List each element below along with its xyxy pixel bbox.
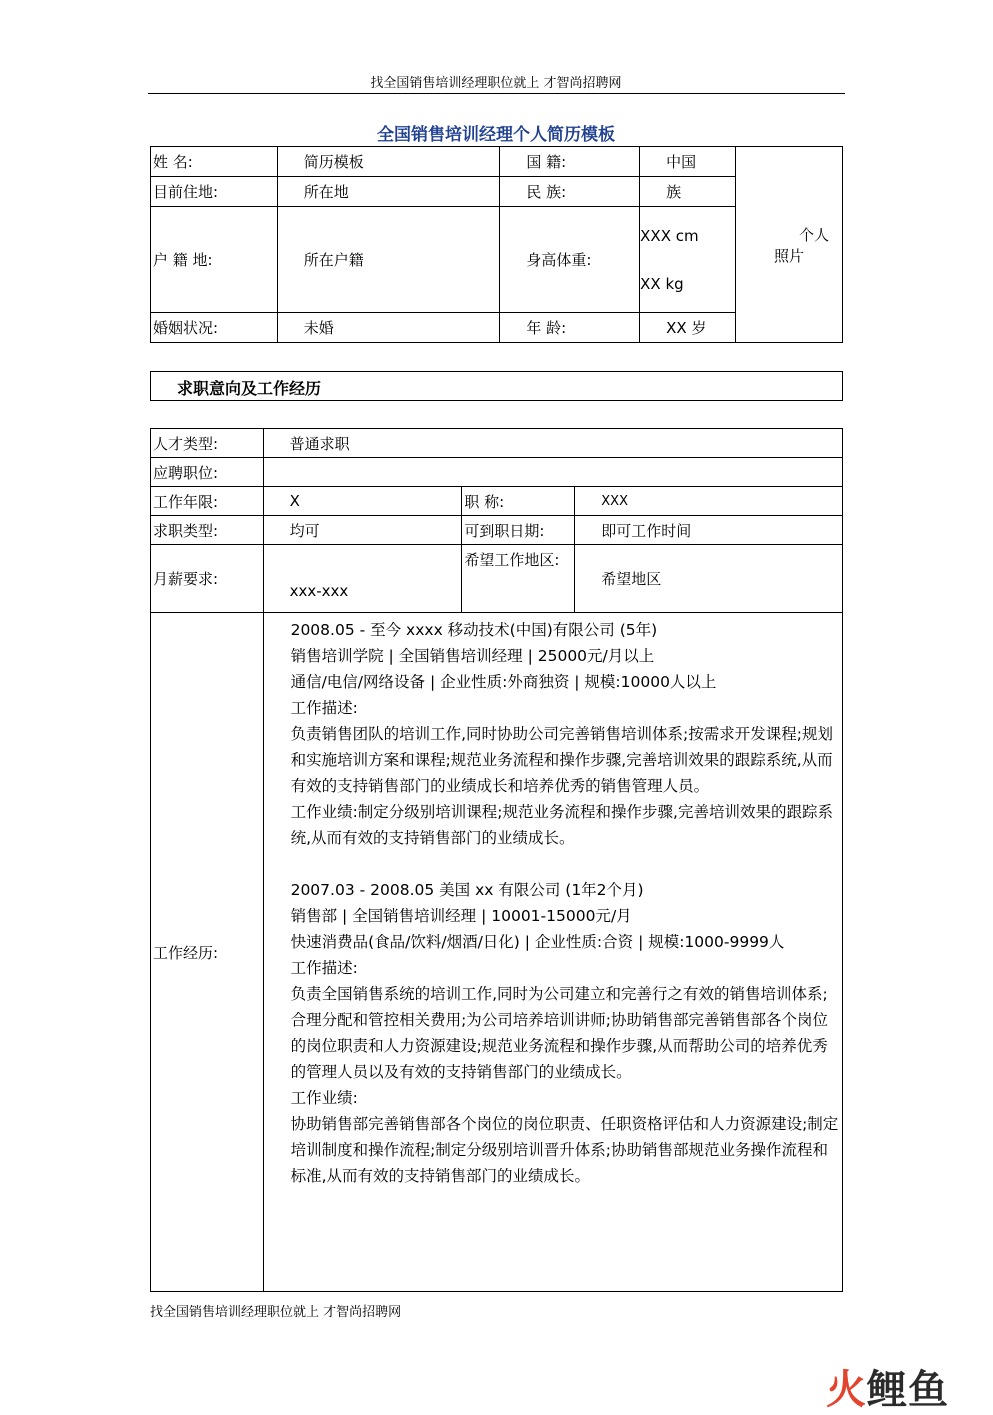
region-label: 希望工作地区: xyxy=(462,545,575,613)
age-value: XX 岁 xyxy=(640,313,736,343)
nation-label: 国 籍: xyxy=(500,147,640,177)
exp1-achievements: 工作业绩:制定分级别培训课程;规范业务流程和操作步骤,完善培训效果的跟踪系统,从而有效的支持销售部门的业绩成长。 xyxy=(290,803,833,847)
marital-label: 婚姻状况: xyxy=(151,313,278,343)
region-value: 希望地区 xyxy=(575,545,843,613)
exp2-achievements: 协助销售部完善销售部各个岗位的岗位职责、任职资格评估和人力资源建设;制定培训制度和操作流程;制定分级别培训晋升体系;协助销售部规范业务操作流程和标准,从而有效的支持销售部门的业绩成长。 xyxy=(290,1115,839,1185)
section-heading: 求职意向及工作经历 xyxy=(177,379,322,398)
position-label: 应聘职位: xyxy=(151,458,264,487)
residence-label: 目前住地: xyxy=(151,177,278,207)
start-date-value: 即可工作时间 xyxy=(575,516,843,545)
hukou-value: 所在户籍 xyxy=(277,207,500,313)
weight-value: XX kg xyxy=(640,274,684,293)
photo-label-2: 照片 xyxy=(774,246,805,265)
exp1-header: 2008.05 - 至今 xxxx 移动技术(中国)有限公司 (5年) xyxy=(290,621,658,639)
marital-value: 未婚 xyxy=(277,313,500,343)
ethnic-label: 民 族: xyxy=(500,177,640,207)
exp1-description: 负责销售团队的培训工作,同时协助公司完善销售培训体系;按需求开发课程;规划和实施培训方案和课程;规范业务流程和操作步骤,完善培训效果的跟踪系统,从而有效的支持销售部门的业绩成长和培养优秀的销售管理人员。 xyxy=(290,725,833,795)
height-weight-value xyxy=(640,207,736,313)
exp2-company-info: 快速消费品(食品/饮料/烟酒/日化) | 企业性质:合资 | 规模:1000-9999人 xyxy=(290,933,785,951)
exp1-position: 销售培训学院 | 全国销售培训经理 | 25000元/月以上 xyxy=(290,647,655,665)
exp1-desc-label: 工作描述: xyxy=(290,699,358,717)
ethnic-value: 族 xyxy=(640,177,736,207)
name-value: 简历模板 xyxy=(277,147,500,177)
hukou-label: 户 籍 地: xyxy=(151,207,278,313)
document-title: 全国销售培训经理个人简历模板 xyxy=(377,125,615,145)
nation-value: 中国 xyxy=(640,147,736,177)
talent-type-label: 人才类型: xyxy=(151,429,264,458)
exp1-company-info: 通信/电信/网络设备 | 企业性质:外商独资 | 规模:10000人以上 xyxy=(290,673,717,691)
position-value xyxy=(263,458,842,487)
exp2-description: 负责全国销售系统的培训工作,同时为公司建立和完善行之有效的销售培训体系;合理分配和管控相关费用;为公司培养培训讲师;协助销售部完善销售部各个岗位的岗位职责和人力资源建设;规范业务流程和操作步骤,从而帮助公司的培养优秀的管理人员以及有效的支持销售部门的业绩成长。 xyxy=(290,985,829,1081)
photo-label-1: 个人 xyxy=(799,225,830,244)
height-weight-label: 身高体重: xyxy=(500,207,640,313)
job-type-label: 求职类型: xyxy=(151,516,264,545)
logo-char-3: 鱼 xyxy=(908,1367,949,1413)
salary-value: xxx-xxx xyxy=(263,545,462,613)
basic-info-table xyxy=(150,146,843,343)
name-label: 姓 名: xyxy=(151,147,278,177)
exp2-ach-label: 工作业绩: xyxy=(290,1089,358,1107)
logo-char-2: 鲤 xyxy=(867,1367,908,1413)
logo-char-1: 火 xyxy=(826,1367,867,1413)
page-footer: 找全国销售培训经理职位就上 才智尚招聘网 xyxy=(150,1305,402,1320)
work-experience-label: 工作经历: xyxy=(151,613,264,1292)
exp2-desc-label: 工作描述: xyxy=(290,959,358,977)
age-label: 年 龄: xyxy=(500,313,640,343)
residence-value: 所在地 xyxy=(277,177,500,207)
brand-logo xyxy=(826,1358,949,1415)
photo-cell xyxy=(736,147,843,343)
header-rule xyxy=(148,93,845,94)
job-title-value: XXX xyxy=(575,487,843,516)
experience-entry-2 xyxy=(291,877,840,1189)
work-experience-cell xyxy=(263,613,842,1292)
talent-type-value: 普通求职 xyxy=(263,429,842,458)
job-intent-table xyxy=(150,428,843,1292)
job-type-value: 均可 xyxy=(263,516,462,545)
work-years-value: X xyxy=(263,487,462,516)
start-date-label: 可到职日期: xyxy=(462,516,575,545)
page-header: 找全国销售培训经理职位就上 才智尚招聘网 xyxy=(370,76,622,91)
exp2-position: 销售部 | 全国销售培训经理 | 10001-15000元/月 xyxy=(290,907,632,925)
exp2-header: 2007.03 - 2008.05 美国 xx 有限公司 (1年2个月) xyxy=(290,881,644,899)
section-heading-box xyxy=(150,371,843,401)
work-years-label: 工作年限: xyxy=(151,487,264,516)
height-value: XXX cm xyxy=(640,226,699,245)
experience-entry-1 xyxy=(291,617,840,851)
job-title-label: 职 称: xyxy=(462,487,575,516)
salary-label: 月薪要求: xyxy=(151,545,264,613)
